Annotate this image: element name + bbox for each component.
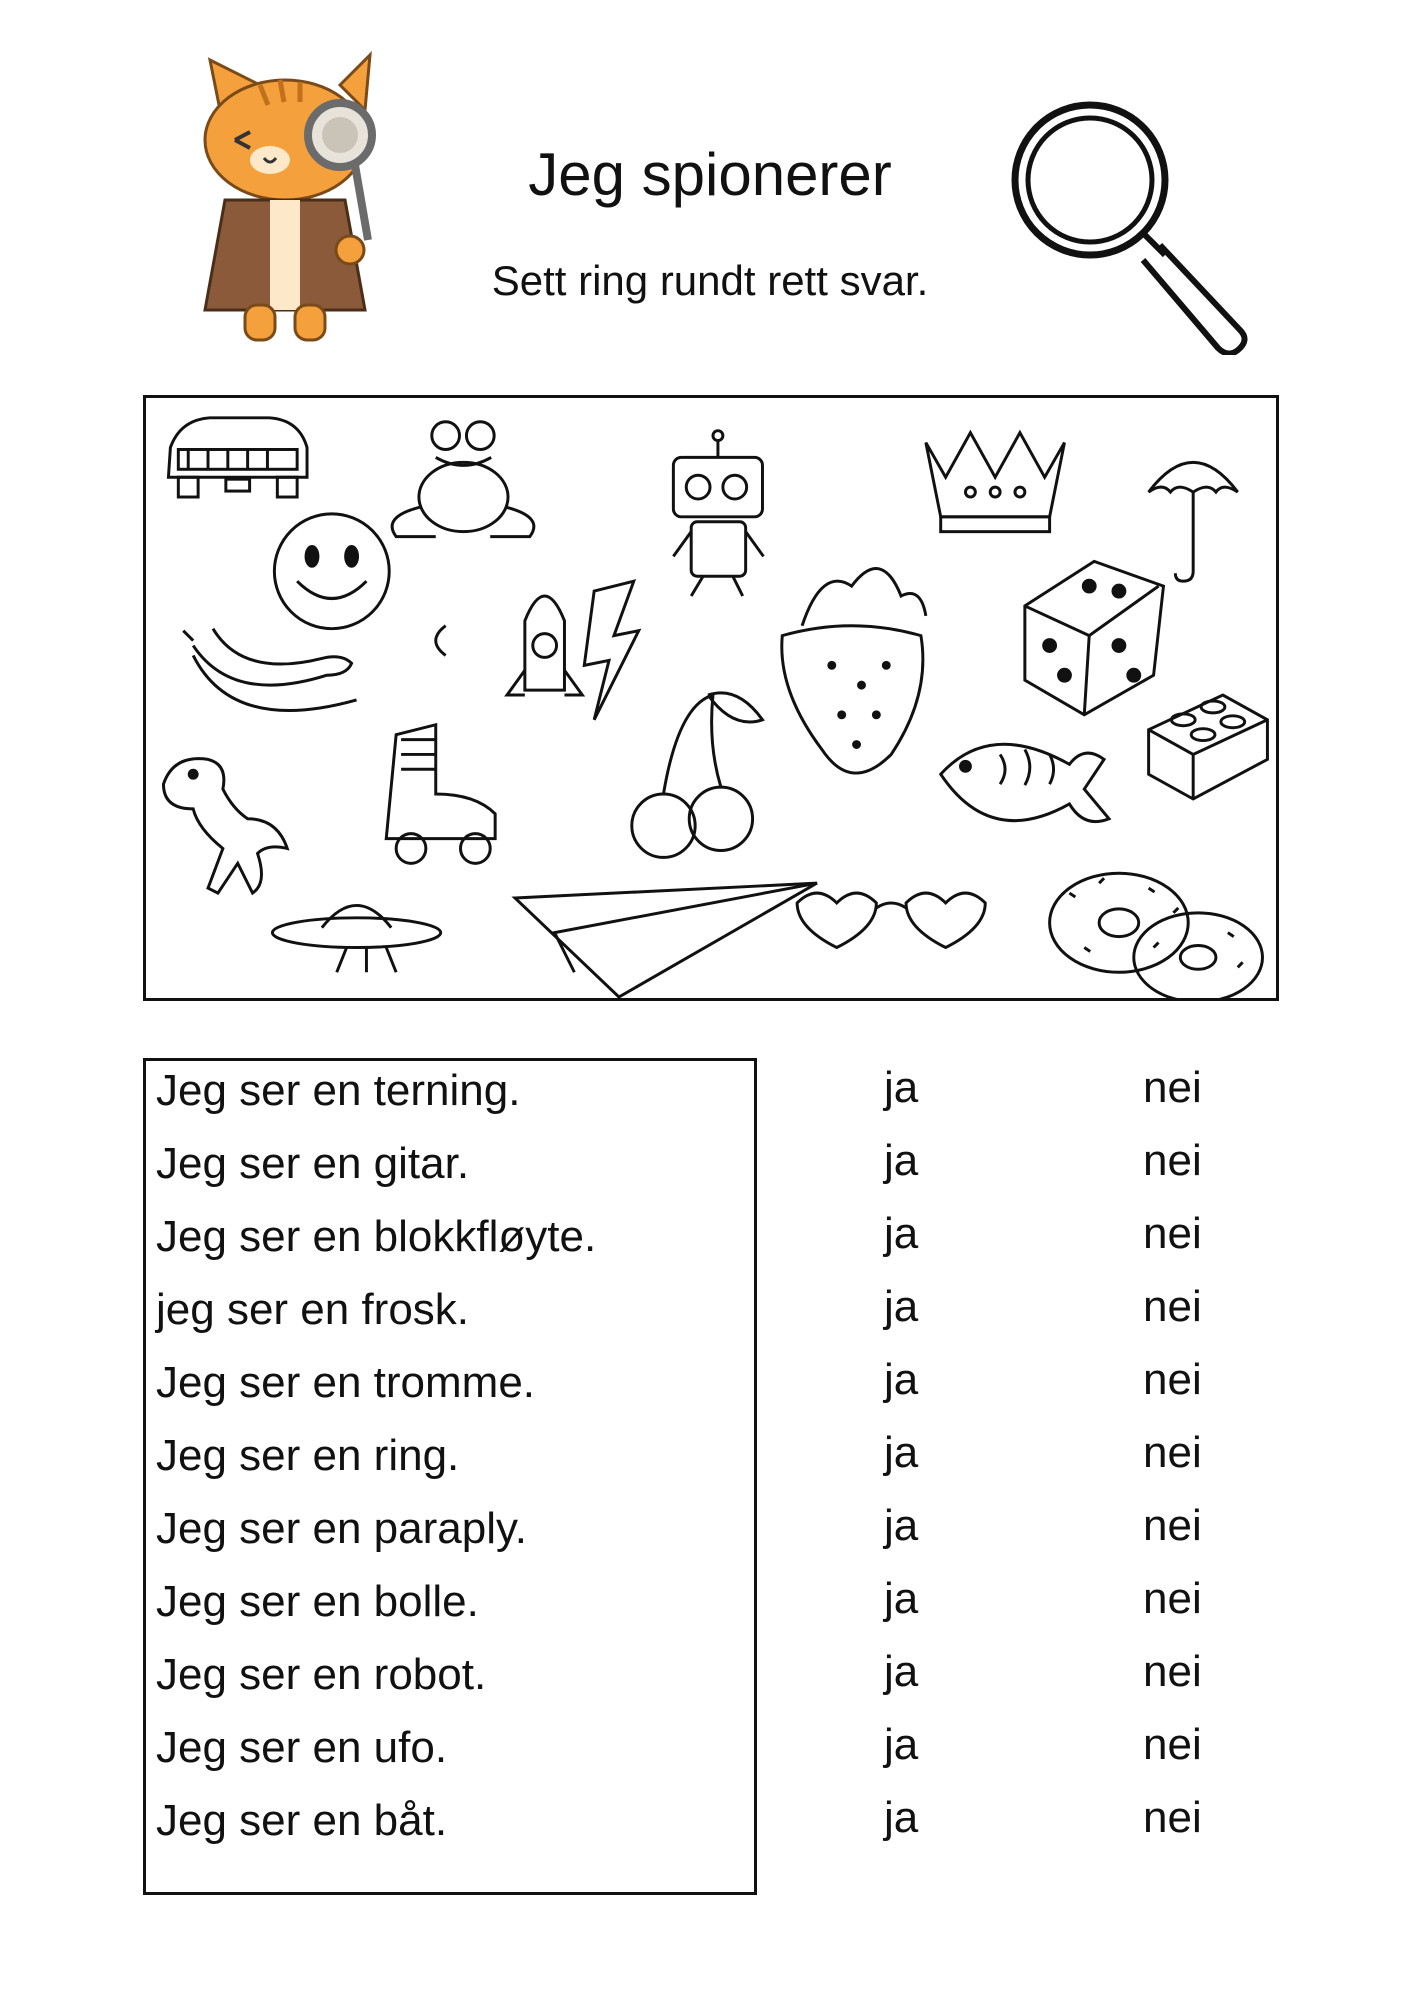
- umbrella-icon: [1149, 462, 1238, 581]
- answer-yes-1[interactable]: ja: [884, 1063, 919, 1112]
- answer-yes-4[interactable]: ja: [884, 1282, 919, 1331]
- instruction-text: Sett ring rundt rett svar.: [491, 257, 929, 304]
- magnifying-glass-icon: [1010, 95, 1260, 355]
- cherry-icon: [632, 693, 763, 858]
- strawberry-icon: [782, 569, 926, 774]
- fish-icon: [941, 744, 1109, 821]
- sentence-row-8: Jeg ser en bolle.: [156, 1577, 479, 1626]
- lego-brick-icon: [1149, 695, 1268, 799]
- answer-yes-9[interactable]: ja: [884, 1647, 919, 1696]
- paper-plane-icon: [515, 883, 817, 997]
- answer-no-7[interactable]: nei: [1143, 1501, 1202, 1550]
- roller-skate-icon: [386, 725, 495, 864]
- crown-icon: [926, 433, 1065, 532]
- ufo-icon: [272, 905, 440, 972]
- sentence-row-1: Jeg ser en terning.: [156, 1066, 521, 1115]
- banana-icon: [183, 629, 356, 711]
- frog-icon: [392, 422, 534, 537]
- donut-icon: [1050, 873, 1263, 998]
- sentence-panel: [143, 1058, 757, 1895]
- answer-no-8[interactable]: nei: [1143, 1574, 1202, 1623]
- answer-no-5[interactable]: nei: [1143, 1355, 1202, 1404]
- answer-no-1[interactable]: nei: [1143, 1063, 1202, 1112]
- answer-yes-10[interactable]: ja: [884, 1720, 919, 1769]
- rocket-icon: [436, 596, 583, 695]
- sentence-row-5: Jeg ser en tromme.: [156, 1358, 536, 1407]
- page-title: Jeg spionerer: [528, 141, 892, 208]
- sentence-row-9: Jeg ser en robot.: [156, 1650, 487, 1699]
- answer-no-3[interactable]: nei: [1143, 1209, 1202, 1258]
- car-icon: [168, 418, 307, 497]
- detective-cat-mascot: [190, 50, 410, 350]
- dinosaur-icon: [163, 759, 287, 893]
- sentence-row-3: Jeg ser en blokkfløyte.: [156, 1212, 597, 1261]
- answer-yes-7[interactable]: ja: [884, 1501, 919, 1550]
- answer-yes-5[interactable]: ja: [884, 1355, 919, 1404]
- picture-panel: [143, 395, 1279, 1001]
- sentence-row-11: Jeg ser en båt.: [156, 1796, 448, 1845]
- sentence-row-6: Jeg ser en ring.: [156, 1431, 460, 1480]
- sentence-row-4: jeg ser en frosk.: [156, 1285, 470, 1334]
- sentence-row-2: Jeg ser en gitar.: [156, 1139, 470, 1188]
- dice-icon: [1025, 561, 1164, 714]
- answer-no-10[interactable]: nei: [1143, 1720, 1202, 1769]
- answer-no-9[interactable]: nei: [1143, 1647, 1202, 1696]
- robot-icon: [673, 431, 763, 596]
- sentence-row-10: Jeg ser en ufo.: [156, 1723, 448, 1772]
- answer-yes-2[interactable]: ja: [884, 1136, 919, 1185]
- answer-no-4[interactable]: nei: [1143, 1282, 1202, 1331]
- answer-no-2[interactable]: nei: [1143, 1136, 1202, 1185]
- answer-yes-6[interactable]: ja: [884, 1428, 919, 1477]
- sentence-row-7: Jeg ser en paraply.: [156, 1504, 527, 1553]
- answer-yes-11[interactable]: ja: [884, 1793, 919, 1842]
- answer-yes-8[interactable]: ja: [884, 1574, 919, 1623]
- answer-yes-3[interactable]: ja: [884, 1209, 919, 1258]
- answer-no-11[interactable]: nei: [1143, 1793, 1202, 1842]
- lightning-icon: [584, 581, 638, 720]
- heart-glasses-icon: [797, 893, 985, 947]
- answer-no-6[interactable]: nei: [1143, 1428, 1202, 1477]
- smiley-icon: [274, 514, 389, 629]
